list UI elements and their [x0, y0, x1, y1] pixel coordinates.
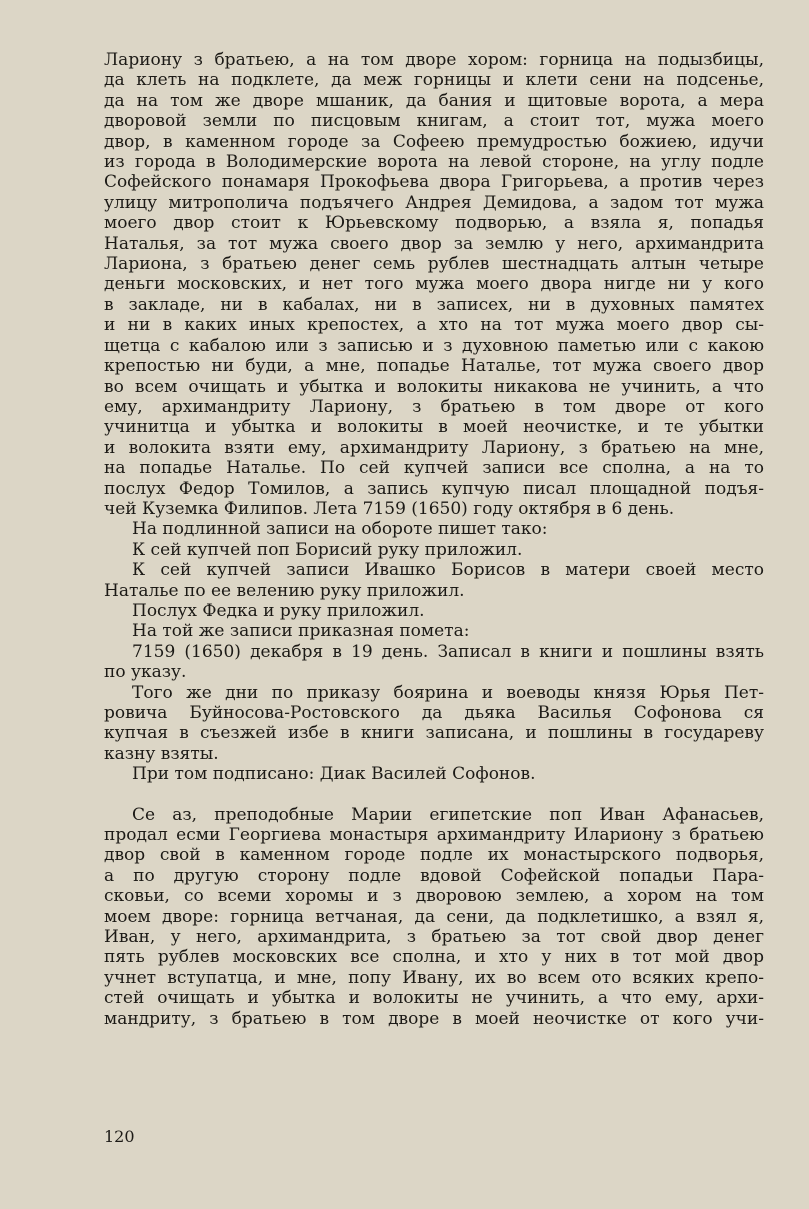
text-line: в закладе, ни в кабалах, ни в записех, ни в духовных памятех	[104, 294, 764, 315]
text-line: Наталье по ее велению руку приложил.	[104, 580, 465, 601]
text-line: Того же дни по приказу боярина и воеводы князя Юрья Пет-	[132, 682, 764, 703]
text-line: моем дворе: горница ветчаная, да сени, да подклетишко, а взял я,	[104, 906, 764, 927]
text-line: При том подписано: Диак Василей Софонов.	[132, 764, 536, 785]
text-line: сковьи, со всеми хоромы и з дворовою землею, а хором на том	[104, 886, 764, 907]
text-line: и волокита взяти ему, архимандриту Лариону, з братьею на мне,	[104, 437, 764, 458]
deed-section-1	[104, 50, 764, 519]
text-line: и ни в каких иных крепостех, а хто на тот мужа моего двор сы-	[104, 315, 764, 336]
text-line: Се аз, преподобные Марии египетские поп Иван Афанасьев,	[132, 804, 764, 825]
page-number: 120	[104, 1127, 135, 1146]
text-line: крепостью ни буди, а мне, попадье Наталье, тот мужа своего двор	[104, 356, 764, 377]
text-line: купчая в съезжей избе в книги записана, и пошлины в государеву	[104, 723, 764, 744]
text-line: чей Куземка Филипов. Лета 7159 (1650) году октября в 6 день.	[104, 498, 675, 519]
text-line: а по другую сторону подле вдовой Софейской попадьи Пара-	[104, 865, 764, 886]
text-line: да клеть на подклете, да меж горницы и клети сени на подсенье,	[104, 70, 764, 91]
text-line: На той же записи приказная помета:	[132, 621, 470, 642]
text-line: на попадье Наталье. По сей купчей записи все сполна, а на то	[104, 458, 764, 479]
text-line: продал есми Георгиева монастыря архимандриту Илариону з братьею	[104, 825, 764, 846]
text-line: Послух Федка и руку приложил.	[132, 600, 425, 621]
text-line: казну взяты.	[104, 743, 219, 764]
section-gap	[104, 785, 764, 805]
text-line: Наталья, за тот мужа своего двор за землю у него, архимандрита	[104, 233, 764, 254]
text-line: мандриту, з братьею в том дворе в моей неочистке от кого учи-	[104, 1008, 764, 1029]
text-line: моего двор стоит к Юрьевскому подворью, а взяла я, попадья	[104, 213, 764, 234]
text-line: 7159 (1650) декабря в 19 день. Записал в книги и пошлины взять	[132, 641, 764, 662]
text-line: учинитца и убытка и волокиты в моей неочистке, и те убытки	[104, 417, 764, 438]
text-line: послух Федор Томилов, а запись купчую писал площадной подъя-	[104, 478, 764, 499]
text-line: Иван, у него, архимандрита, з братьею за тот свой двор денег	[104, 927, 764, 948]
text-line: двор свой в каменном городе подле их монастырского подворья,	[104, 845, 764, 866]
document-body	[104, 50, 764, 1029]
text-line: да на том же дворе мшаник, да бания и щитовые ворота, а мера	[104, 90, 764, 111]
text-line: К сей купчей поп Борисий руку приложил.	[132, 539, 523, 560]
text-line: На подлинной записи на обороте пишет тако:	[132, 519, 548, 540]
text-line: улицу митрополича подъячего Андрея Демидова, а задом тот мужа	[104, 192, 764, 213]
text-line: пять рублев московских все сполна, и хто у них в тот мой двор	[104, 947, 764, 968]
text-line: ему, архимандриту Лариону, з братьею в том дворе от кого	[104, 396, 764, 417]
text-line: щетца с кабалою или з записью и з духовною паметью или с какою	[104, 335, 764, 356]
text-line: К сей купчей записи Ивашко Борисов в матери своей место	[132, 560, 764, 581]
text-line: стей очищать и убытка и волокиты не учинить, а что ему, архи-	[104, 988, 764, 1009]
text-line: двор, в каменном городе за Софеею премудростью божиею, идучи	[104, 131, 764, 152]
text-line: из города в Володимерские ворота на левой стороне, на углу подле	[104, 152, 764, 173]
text-line: Лариона, з братьею денег семь рублев шестнадцать алтын четыре	[104, 254, 764, 275]
text-line: дворовой земли по писцовым книгам, а стоит тот, мужа моего	[104, 111, 764, 132]
text-line: деньги московских, и нет того мужа моего двора нигде ни у кого	[104, 274, 764, 295]
text-line: во всем очищать и убытка и волокиты никакова не учинить, а что	[104, 376, 764, 397]
text-line: по указу.	[104, 662, 187, 683]
text-line: ровича Буйносова-Ростовского да дьяка Василья Софонова ся	[104, 703, 764, 723]
deed-annotations	[104, 519, 764, 784]
text-line: Софейского понамаря Прокофьева двора Григорьева, а против через	[104, 172, 764, 193]
deed-section-2	[104, 805, 764, 1029]
text-line: учнет вступатца, и мне, попу Ивану, их во всем ото всяких крепо-	[104, 967, 764, 988]
text-line: Лариону з братьею, а на том дворе хором: горница на подызбицы,	[104, 50, 764, 70]
